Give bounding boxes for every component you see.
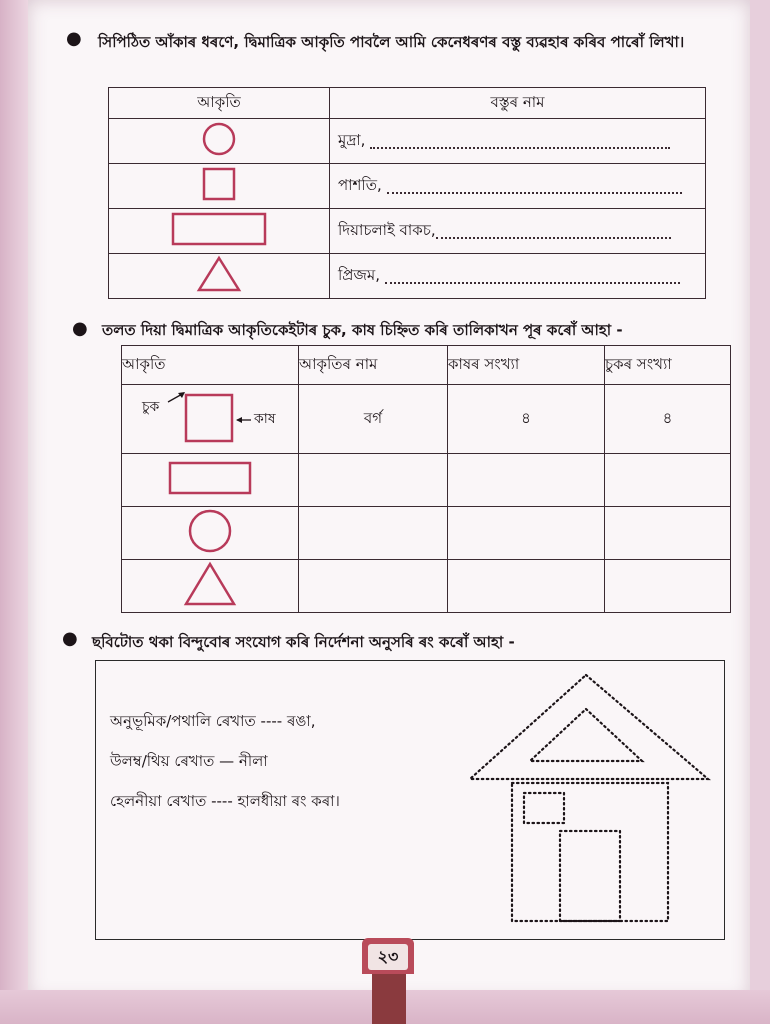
triangle-icon: [182, 560, 238, 608]
circle-icon: [185, 508, 235, 554]
roof-inner-triangle: [530, 709, 642, 761]
corner-count-cell[interactable]: [605, 560, 731, 613]
shape-name-cell[interactable]: [299, 454, 448, 507]
table-row: [122, 560, 731, 613]
rectangle-shape-cell: [109, 209, 330, 254]
table-row: [122, 454, 731, 507]
answer-blank[interactable]: [436, 221, 671, 239]
arrow-icon: [234, 415, 252, 425]
corner-count-cell[interactable]: [605, 454, 731, 507]
table2-header-shape: আকৃতি: [122, 346, 299, 385]
corners-edges-table: [121, 345, 731, 613]
corner-count-cell: ৪: [605, 385, 731, 454]
triangle-shape-cell: [109, 254, 330, 299]
legend-horizontal: অনুভূমিক/পথালি ৰেখাত ---- ৰঙা,: [110, 712, 316, 730]
window: [524, 793, 564, 823]
shape-name-cell[interactable]: [299, 507, 448, 560]
rectangle-shape-cell: [122, 454, 299, 507]
edge-count-cell[interactable]: [448, 560, 605, 613]
square-icon: [184, 393, 236, 443]
shape-name-cell[interactable]: [299, 560, 448, 613]
section2-instruction: তলত দিয়া দ্বিমাত্ৰিক আকৃতিকেইটাৰ চুক, কাষ চিহ্নিত কৰি তালিকাখন পূৰ কৰোঁ আহা -: [102, 321, 623, 339]
house-body: [512, 783, 668, 921]
section1-instruction: সিপিঠিত আঁকাৰ ধৰণে, দ্বিমাত্ৰিক আকৃতি পাবলৈ আমি কেনেধৰণৰ বস্তু ব্যৱহাৰ কৰিব পাৰোঁ লিখা।: [98, 33, 685, 51]
table2-header-edges: কাষৰ সংখ্যা: [448, 346, 605, 385]
triangle-shape-cell: [122, 560, 299, 613]
corner-label: চুক: [142, 399, 160, 415]
table-row: [122, 385, 731, 454]
page-number: ২৩: [368, 944, 408, 970]
table-row: [109, 119, 706, 164]
bullet-icon: ●: [62, 628, 78, 649]
objects-table: [108, 87, 706, 299]
rectangle-icon: [167, 459, 253, 497]
dot-join-activity-box: [95, 660, 725, 940]
object-label: মুদ্ৰা,: [338, 130, 366, 149]
shape-name-cell: বৰ্গ: [299, 385, 448, 454]
table-row: [122, 507, 731, 560]
circle-icon: [199, 121, 239, 157]
table1-header-object: বস্তুৰ নাম: [330, 88, 706, 119]
bullet-icon: ●: [72, 318, 88, 339]
square-shape-cell: [122, 385, 299, 454]
square-shape-cell: [109, 164, 330, 209]
table2-header-name: আকৃতিৰ নাম: [299, 346, 448, 385]
answer-blank[interactable]: [385, 266, 680, 284]
edge-label: কাষ: [254, 411, 276, 427]
legend-slanted: হেলনীয়া ৰেখাত ---- হালধীয়া ৰং কৰা।: [110, 792, 340, 810]
object-label: পাশতি,: [338, 175, 382, 194]
edge-count-cell[interactable]: [448, 454, 605, 507]
table1-header-shape: আকৃতি: [109, 88, 330, 119]
table-row: [109, 254, 706, 299]
book-gutter: [0, 0, 28, 1024]
table-row: [109, 164, 706, 209]
object-label: প্ৰিজম,: [338, 265, 381, 284]
edge-count-cell[interactable]: [448, 507, 605, 560]
bullet-icon: ●: [66, 28, 82, 49]
object-label: দিয়াচলাই বাকচ,: [338, 220, 436, 239]
rectangle-icon: [169, 211, 269, 247]
answer-blank[interactable]: [387, 176, 682, 194]
page-number-strip: [372, 974, 406, 1024]
circle-shape-cell: [109, 119, 330, 164]
circle-shape-cell: [122, 507, 299, 560]
edge-count-cell: ৪: [448, 385, 605, 454]
legend-vertical: উলম্ব/থিয় ৰেখাত — নীলা: [110, 752, 268, 770]
dotted-house-drawing[interactable]: [466, 671, 716, 933]
roof-outer-triangle: [470, 675, 708, 779]
section3-instruction: ছবিটোত থকা বিন্দুবোৰ সংযোগ কৰি নিৰ্দেশনা অনুসৰি ৰং কৰোঁ আহা -: [92, 633, 515, 651]
door: [560, 831, 620, 921]
table2-header-corners: চুকৰ সংখ্যা: [605, 346, 731, 385]
answer-blank[interactable]: [370, 131, 670, 149]
corner-count-cell[interactable]: [605, 507, 731, 560]
square-icon: [199, 166, 239, 202]
triangle-icon: [196, 255, 242, 293]
table-row: [109, 209, 706, 254]
